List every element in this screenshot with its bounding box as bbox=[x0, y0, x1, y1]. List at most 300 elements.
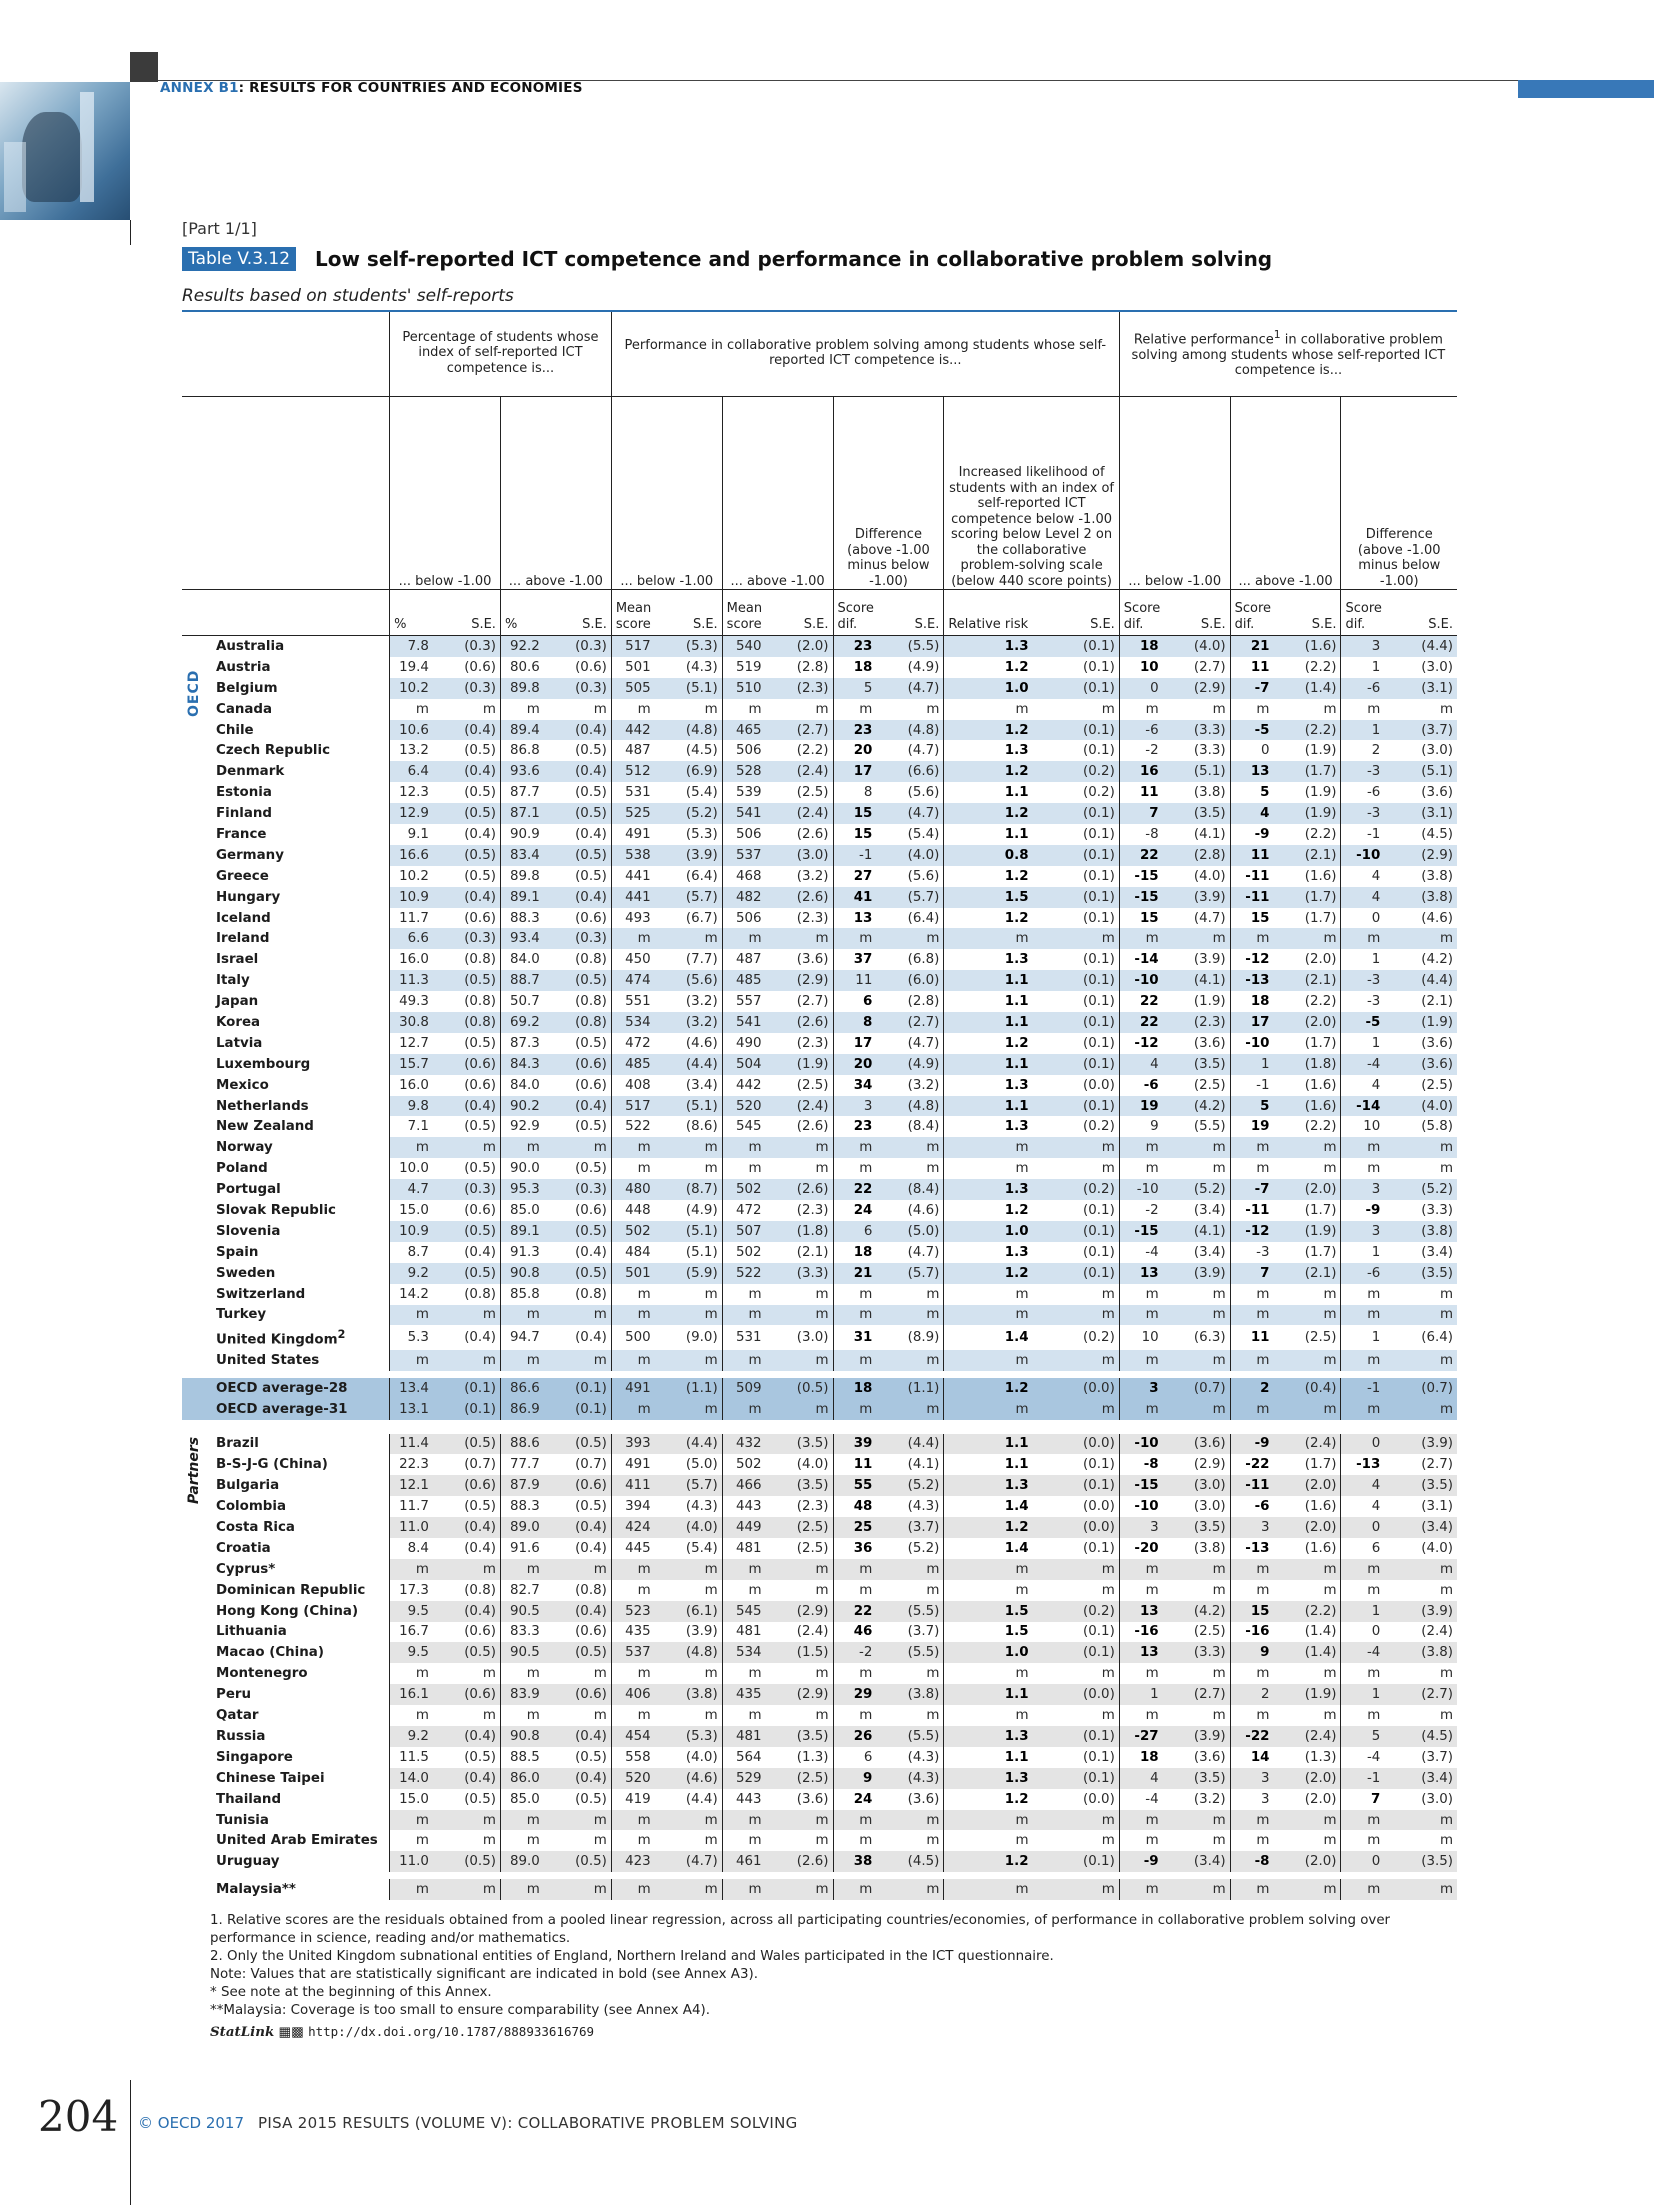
table-cell: (4.1) bbox=[1163, 970, 1231, 991]
table-cell: (1.5) bbox=[766, 1642, 834, 1663]
table-cell: m bbox=[655, 1705, 723, 1726]
table-cell: (3.2) bbox=[1163, 1789, 1231, 1810]
table-cell: m bbox=[1256, 1708, 1270, 1724]
table-cell: 86.6 bbox=[500, 1378, 543, 1399]
table-cell: -12 bbox=[1245, 952, 1270, 968]
table-cell: 3 bbox=[1119, 1517, 1162, 1538]
table-cell: (0.5) bbox=[433, 1851, 501, 1872]
table-cell: -2 bbox=[833, 1642, 876, 1663]
table-cell: 1.1 bbox=[944, 1434, 1033, 1455]
page-number: 204 bbox=[38, 2092, 119, 2141]
table-cell: (3.6) bbox=[1163, 1747, 1231, 1768]
table-cell: -3 bbox=[1366, 994, 1381, 1010]
table-cell: 17.3 bbox=[399, 1582, 429, 1598]
table-cell: (0.7) bbox=[544, 1454, 612, 1475]
table-cell: m bbox=[637, 1582, 651, 1598]
table-cell: m bbox=[766, 1580, 834, 1601]
table-cell: m bbox=[1230, 1559, 1273, 1580]
table-cell: (0.1) bbox=[1033, 1747, 1120, 1768]
table-cell: m bbox=[1015, 701, 1029, 717]
table-cell: 545 bbox=[735, 1119, 762, 1135]
table-cell: (2.2) bbox=[1273, 824, 1341, 845]
table-cell: (0.5) bbox=[544, 1263, 612, 1284]
table-cell: m bbox=[833, 1810, 876, 1831]
table-cell: 1.2 bbox=[944, 803, 1033, 824]
table-cell: m bbox=[1384, 1137, 1457, 1158]
table-cell: m bbox=[1033, 1559, 1120, 1580]
table-cell: (5.6) bbox=[876, 782, 944, 803]
table-cell: (2.6) bbox=[766, 1012, 834, 1033]
table-cell: (2.9) bbox=[766, 1684, 834, 1705]
country-name: Bulgaria bbox=[182, 1475, 390, 1496]
table-cell: m bbox=[876, 928, 944, 949]
table-cell: (0.5) bbox=[433, 1642, 501, 1663]
table-cell: m bbox=[1341, 1399, 1384, 1420]
table-cell: m bbox=[1033, 1350, 1120, 1371]
table-cell: 1 bbox=[1341, 720, 1384, 741]
table-cell: m bbox=[1273, 1305, 1341, 1326]
table-cell: 443 bbox=[735, 1499, 762, 1515]
table-cell: (8.7) bbox=[655, 1179, 723, 1200]
table-cell: 406 bbox=[611, 1684, 654, 1705]
table-cell: (0.8) bbox=[433, 1012, 501, 1033]
table-cell: -10 bbox=[1134, 1499, 1159, 1515]
table-cell: m bbox=[1033, 1158, 1120, 1179]
table-cell: m bbox=[766, 1137, 834, 1158]
table-row bbox=[182, 1179, 1457, 1200]
table-cell: (2.6) bbox=[766, 1851, 834, 1872]
table-cell: (4.0) bbox=[655, 1747, 723, 1768]
country-name: Malaysia** bbox=[182, 1879, 390, 1900]
table-row bbox=[182, 1496, 1457, 1517]
table-cell: 5 bbox=[833, 678, 876, 699]
col-rel-difference: Difference (above -1.00 minus below -1.00) bbox=[1341, 397, 1457, 590]
table-cell: m bbox=[1273, 1580, 1341, 1601]
table-cell: (0.5) bbox=[433, 740, 501, 761]
table-cell: (3.4) bbox=[1163, 1200, 1231, 1221]
table-cell: 83.9 bbox=[500, 1684, 543, 1705]
table-cell: 18 bbox=[853, 659, 873, 675]
table-cell: (4.2) bbox=[1163, 1096, 1231, 1117]
table-cell: 16.0 bbox=[399, 952, 429, 968]
table-cell: (4.7) bbox=[1163, 908, 1231, 929]
table-cell: (6.8) bbox=[876, 949, 944, 970]
table-cell: (2.4) bbox=[766, 761, 834, 782]
row-spacer bbox=[182, 1371, 1457, 1378]
table-cell: -14 bbox=[1134, 952, 1159, 968]
table-cell: (5.3) bbox=[655, 636, 723, 657]
table-cell: 1.3 bbox=[944, 636, 1033, 657]
table-row bbox=[182, 991, 1457, 1012]
table-cell: (2.3) bbox=[766, 1033, 834, 1054]
table-cell: -11 bbox=[1230, 887, 1273, 908]
table-cell: m bbox=[1273, 1705, 1341, 1726]
table-cell: (0.5) bbox=[433, 782, 501, 803]
table-cell: 3 bbox=[1230, 1768, 1273, 1789]
country-name: Denmark bbox=[182, 761, 390, 782]
table-cell: m bbox=[876, 1663, 944, 1684]
table-cell: m bbox=[876, 1158, 944, 1179]
table-cell: (2.0) bbox=[1273, 1475, 1341, 1496]
table-cell: (2.6) bbox=[766, 1179, 834, 1200]
table-cell: 87.9 bbox=[500, 1475, 543, 1496]
table-cell: m bbox=[544, 1705, 612, 1726]
table-cell: m bbox=[1119, 1879, 1162, 1900]
table-cell: (9.0) bbox=[655, 1325, 723, 1349]
table-cell: (0.6) bbox=[433, 1475, 501, 1496]
country-name: Slovenia bbox=[182, 1221, 390, 1242]
table-cell: 7.1 bbox=[407, 1119, 429, 1135]
table-cell: 520 bbox=[722, 1096, 765, 1117]
table-cell: 15 bbox=[853, 826, 873, 842]
table-cell: m bbox=[833, 1879, 876, 1900]
table-cell: 13 bbox=[853, 910, 873, 926]
table-cell: 12.1 bbox=[390, 1475, 433, 1496]
statlink-icon: ▦▩ bbox=[278, 2025, 304, 2040]
table-cell: m bbox=[876, 1559, 944, 1580]
table-cell: m bbox=[1384, 1559, 1457, 1580]
table-row bbox=[182, 1789, 1457, 1810]
table-cell: m bbox=[944, 1305, 1033, 1326]
table-cell: m bbox=[1384, 1305, 1457, 1326]
table-cell: m bbox=[1341, 1137, 1384, 1158]
table-cell: (3.5) bbox=[1384, 1263, 1457, 1284]
table-cell: -20 bbox=[1134, 1540, 1159, 1556]
table-cell: 493 bbox=[625, 910, 651, 926]
table-cell: (1.6) bbox=[1273, 866, 1341, 887]
table-cell: (4.3) bbox=[655, 657, 723, 678]
table-cell: 22.3 bbox=[399, 1457, 429, 1473]
table-cell: m bbox=[544, 1830, 612, 1851]
table-cell: 20 bbox=[833, 1054, 876, 1075]
table-cell: (2.2) bbox=[1273, 1601, 1341, 1622]
country-name: Iceland bbox=[182, 908, 390, 929]
table-cell: m bbox=[433, 1559, 501, 1580]
table-cell: m bbox=[833, 928, 876, 949]
table-cell: 10.0 bbox=[399, 1161, 429, 1177]
table-cell: m bbox=[1341, 1305, 1384, 1326]
table-cell: m bbox=[1273, 1158, 1341, 1179]
table-cell: -3 bbox=[1341, 970, 1384, 991]
table-cell: (0.8) bbox=[544, 949, 612, 970]
table-cell: 1.4 bbox=[1004, 1499, 1029, 1515]
table-cell: -8 bbox=[1230, 1851, 1273, 1872]
running-header-text: : RESULTS FOR COUNTRIES AND ECONOMIES bbox=[238, 80, 583, 96]
table-cell: 9 bbox=[833, 1768, 876, 1789]
table-cell: (1.6) bbox=[1273, 636, 1341, 657]
table-row bbox=[182, 1580, 1457, 1601]
country-name: Austria bbox=[182, 657, 390, 678]
table-cell: -6 bbox=[1143, 1077, 1159, 1093]
table-cell: (0.1) bbox=[433, 1378, 501, 1399]
table-cell: m bbox=[390, 1559, 433, 1580]
table-cell: (1.6) bbox=[1273, 1496, 1341, 1517]
col-pct-below: ... below -1.00 bbox=[390, 397, 501, 590]
table-cell: (1.7) bbox=[1273, 1200, 1341, 1221]
table-cell: 1 bbox=[1371, 1035, 1381, 1051]
table-cell: 435 bbox=[722, 1684, 765, 1705]
table-cell: -15 bbox=[1134, 868, 1159, 884]
table-cell: m bbox=[655, 1350, 723, 1371]
table-cell: (4.3) bbox=[876, 1768, 944, 1789]
table-cell: m bbox=[1273, 928, 1341, 949]
table-cell: 1.2 bbox=[1004, 1035, 1029, 1051]
table-cell: -16 bbox=[1134, 1624, 1159, 1640]
table-cell: m bbox=[415, 1666, 429, 1682]
table-cell: -11 bbox=[1245, 868, 1270, 884]
country-name: United Kingdom$^2$ bbox=[182, 1325, 390, 1349]
table-cell: (4.5) bbox=[1384, 1726, 1457, 1747]
table-cell: 1.2 bbox=[944, 720, 1033, 741]
table-row bbox=[182, 1768, 1457, 1789]
table-cell: 10.9 bbox=[390, 1221, 433, 1242]
table-cell: 16.0 bbox=[399, 1077, 429, 1093]
table-row bbox=[182, 1263, 1457, 1284]
table-cell: (2.0) bbox=[766, 636, 834, 657]
table-cell: m bbox=[637, 1161, 651, 1177]
table-cell: 11.4 bbox=[390, 1434, 433, 1455]
table-cell: 1.3 bbox=[1004, 1244, 1029, 1260]
table-cell: 14.2 bbox=[399, 1286, 429, 1302]
table-row bbox=[182, 1221, 1457, 1242]
table-cell: -10 bbox=[1119, 1179, 1162, 1200]
table-cell: m bbox=[544, 699, 612, 720]
table-cell: m bbox=[1119, 1810, 1162, 1831]
table-cell: 95.3 bbox=[500, 1179, 543, 1200]
sub-rr: Relative risk bbox=[944, 590, 1033, 636]
table-cell: 394 bbox=[625, 1499, 651, 1515]
table-cell: m bbox=[1033, 928, 1120, 949]
table-cell: (0.1) bbox=[544, 1399, 612, 1420]
table-cell: (0.1) bbox=[1033, 1200, 1120, 1221]
table-row bbox=[182, 1096, 1457, 1117]
table-cell: 87.1 bbox=[500, 803, 543, 824]
table-cell: m bbox=[1015, 1833, 1029, 1849]
table-cell: 36 bbox=[853, 1540, 873, 1556]
table-cell: 8 bbox=[863, 785, 873, 801]
table-cell: (2.4) bbox=[766, 1622, 834, 1643]
table-cell: m bbox=[1015, 1582, 1029, 1598]
table-cell: 3 bbox=[833, 1096, 876, 1117]
table-cell: (1.6) bbox=[1273, 1096, 1341, 1117]
table-cell: (5.5) bbox=[876, 1726, 944, 1747]
table-cell: (3.5) bbox=[1163, 1517, 1231, 1538]
table-row bbox=[182, 1517, 1457, 1538]
table-cell: m bbox=[544, 1663, 612, 1684]
table-cell: m bbox=[876, 1284, 944, 1305]
table-cell: 8.7 bbox=[407, 1244, 429, 1260]
table-cell: m bbox=[1145, 1286, 1159, 1302]
table-cell: m bbox=[1439, 1833, 1453, 1849]
table-cell: (0.4) bbox=[433, 1096, 501, 1117]
table-cell: (0.8) bbox=[433, 1580, 501, 1601]
table-cell: (0.1) bbox=[1033, 720, 1120, 741]
table-cell: 557 bbox=[735, 994, 762, 1010]
table-cell: (6.0) bbox=[876, 970, 944, 991]
table-cell: 485 bbox=[722, 970, 765, 991]
table-cell: m bbox=[544, 1810, 612, 1831]
table-cell: 517 bbox=[611, 636, 654, 657]
table-cell: (4.9) bbox=[876, 1054, 944, 1075]
table-cell: 24 bbox=[853, 1202, 873, 1218]
table-cell: (0.8) bbox=[433, 949, 501, 970]
table-cell: 16.1 bbox=[390, 1684, 433, 1705]
table-cell: 6 bbox=[1371, 1540, 1381, 1556]
statlink-url[interactable]: http://dx.doi.org/10.1787/888933616769 bbox=[308, 2024, 595, 2039]
table-cell: (4.6) bbox=[655, 1033, 723, 1054]
table-cell: (1.4) bbox=[1273, 678, 1341, 699]
table-cell: (8.4) bbox=[876, 1116, 944, 1137]
table-cell: 12.3 bbox=[399, 785, 429, 801]
table-cell: (0.0) bbox=[1033, 1517, 1120, 1538]
table-cell: 88.6 bbox=[500, 1434, 543, 1455]
table-cell: 14.0 bbox=[390, 1768, 433, 1789]
table-cell: (1.9) bbox=[1163, 991, 1231, 1012]
table-cell: 23 bbox=[833, 636, 876, 657]
table-cell: 1.1 bbox=[1004, 1749, 1029, 1765]
table-cell: 4 bbox=[1371, 868, 1381, 884]
table-cell: (5.2) bbox=[1384, 1179, 1457, 1200]
group-header-relative: Relative performance$^1$ in collaborative problem solving among students whose self-reported ICT competence is... bbox=[1119, 310, 1457, 397]
table-cell: -1 bbox=[1366, 826, 1381, 842]
table-cell: 90.8 bbox=[500, 1263, 543, 1284]
table-cell: 442 bbox=[611, 720, 654, 741]
table-cell: (2.3) bbox=[1163, 1012, 1231, 1033]
table-cell: m bbox=[766, 1284, 834, 1305]
table-cell: 10.2 bbox=[390, 678, 433, 699]
table-cell: (3.8) bbox=[655, 1684, 723, 1705]
table-cell: m bbox=[722, 1559, 765, 1580]
sub-se: S.E. bbox=[1384, 590, 1457, 636]
table-cell: 1.3 bbox=[1004, 952, 1029, 968]
table-cell: (0.7) bbox=[1384, 1378, 1457, 1399]
table-cell: (0.5) bbox=[544, 1851, 612, 1872]
table-cell: m bbox=[1439, 1161, 1453, 1177]
running-header-annex: ANNEX B1 bbox=[160, 80, 239, 96]
table-cell: (2.4) bbox=[766, 1096, 834, 1117]
table-cell: 9 bbox=[1230, 1642, 1273, 1663]
table-cell: 1.0 bbox=[944, 1221, 1033, 1242]
table-cell: (0.5) bbox=[544, 1642, 612, 1663]
table-cell: (0.1) bbox=[1033, 845, 1120, 866]
table-cell: (1.9) bbox=[1273, 740, 1341, 761]
table-cell: m bbox=[655, 699, 723, 720]
table-cell: (3.3) bbox=[1163, 740, 1231, 761]
table-cell: (0.1) bbox=[1033, 1851, 1120, 1872]
table-cell: 1.2 bbox=[944, 1517, 1033, 1538]
table-cell: 5 bbox=[1230, 1096, 1273, 1117]
table-cell: m bbox=[748, 1286, 762, 1302]
table-row bbox=[182, 1475, 1457, 1496]
country-name: Latvia bbox=[182, 1033, 390, 1054]
table-cell: m bbox=[1256, 1582, 1270, 1598]
table-cell: 84.3 bbox=[500, 1054, 543, 1075]
table-cell: 540 bbox=[722, 636, 765, 657]
table-cell: -4 bbox=[1145, 1244, 1159, 1260]
table-row bbox=[182, 740, 1457, 761]
country-name: Singapore bbox=[182, 1747, 390, 1768]
table-cell: 20 bbox=[853, 743, 873, 759]
table-cell: -7 bbox=[1230, 678, 1273, 699]
table-cell: 11 bbox=[1250, 659, 1270, 675]
table-cell: (0.8) bbox=[433, 991, 501, 1012]
table-cell: 15 bbox=[1139, 910, 1159, 926]
table-cell: 16 bbox=[1119, 761, 1162, 782]
note-2: 2. Only the United Kingdom subnational entities of England, Northern Ireland and Wales participated in the ICT questionnaire. bbox=[210, 1949, 1054, 1964]
table-cell: 23 bbox=[833, 720, 876, 741]
table-cell: -3 bbox=[1341, 803, 1384, 824]
table-cell: 90.8 bbox=[500, 1726, 543, 1747]
table-cell: 17 bbox=[833, 761, 876, 782]
table-cell: (3.7) bbox=[876, 1622, 944, 1643]
table-cell: m bbox=[1119, 1137, 1162, 1158]
table-cell: 491 bbox=[625, 1457, 651, 1473]
table-part: [Part 1/1] bbox=[182, 219, 257, 238]
table-cell: (0.0) bbox=[1033, 1684, 1120, 1705]
table-cell: 564 bbox=[735, 1749, 762, 1765]
table-cell: 13.1 bbox=[390, 1399, 433, 1420]
table-cell: m bbox=[1015, 1286, 1029, 1302]
table-cell: (2.3) bbox=[766, 1496, 834, 1517]
table-cell: 506 bbox=[735, 910, 762, 926]
table-cell: 90.9 bbox=[509, 826, 540, 842]
table-cell: (1.7) bbox=[1273, 761, 1341, 782]
table-cell: -22 bbox=[1245, 1457, 1270, 1473]
table-cell: m bbox=[1033, 1305, 1120, 1326]
table-cell: m bbox=[1230, 928, 1273, 949]
table-cell: 90.5 bbox=[500, 1601, 543, 1622]
table-cell: 523 bbox=[611, 1601, 654, 1622]
table-cell: 22 bbox=[1119, 845, 1162, 866]
table-cell: 441 bbox=[625, 868, 651, 884]
table-cell: m bbox=[1341, 1810, 1384, 1831]
table-cell: 19.4 bbox=[399, 659, 429, 675]
table-cell: 11 bbox=[853, 1457, 873, 1473]
table-cell: (0.6) bbox=[544, 1075, 612, 1096]
table-cell: (0.0) bbox=[1033, 1496, 1120, 1517]
table-cell: (0.5) bbox=[544, 1158, 612, 1179]
col-perf-difference: Difference (above -1.00 minus below -1.00) bbox=[833, 397, 944, 590]
table-cell: m bbox=[611, 928, 654, 949]
table-cell: (2.2) bbox=[766, 740, 834, 761]
table-cell: 485 bbox=[611, 1054, 654, 1075]
table-cell: m bbox=[544, 1305, 612, 1326]
table-cell: m bbox=[1145, 1833, 1159, 1849]
table-cell: (3.7) bbox=[876, 1517, 944, 1538]
table-cell: (0.1) bbox=[1033, 887, 1120, 908]
table-row bbox=[182, 1033, 1457, 1054]
table-cell: (0.5) bbox=[433, 1789, 501, 1810]
table-cell: 13 bbox=[1119, 1601, 1162, 1622]
table-cell: 46 bbox=[853, 1624, 873, 1640]
table-cell: m bbox=[1273, 1350, 1341, 1371]
sub-pct: % bbox=[500, 590, 543, 636]
footer-publication: PISA 2015 RESULTS (VOLUME V): COLLABORATIVE PROBLEM SOLVING bbox=[258, 2114, 798, 2132]
table-cell: 522 bbox=[722, 1263, 765, 1284]
table-cell: (4.4) bbox=[655, 1434, 723, 1455]
table-cell: m bbox=[859, 1582, 873, 1598]
table-cell: 9.2 bbox=[390, 1726, 433, 1747]
table-cell: 88.3 bbox=[509, 910, 540, 926]
table-cell: m bbox=[1273, 1137, 1341, 1158]
table-cell: -4 bbox=[1341, 1642, 1384, 1663]
table-cell: 500 bbox=[625, 1330, 651, 1346]
table-cell: 1.2 bbox=[944, 1263, 1033, 1284]
table-cell: 89.4 bbox=[500, 720, 543, 741]
table-cell: m bbox=[1119, 928, 1162, 949]
table-cell: -5 bbox=[1341, 1012, 1384, 1033]
table-cell: (0.3) bbox=[544, 928, 612, 949]
